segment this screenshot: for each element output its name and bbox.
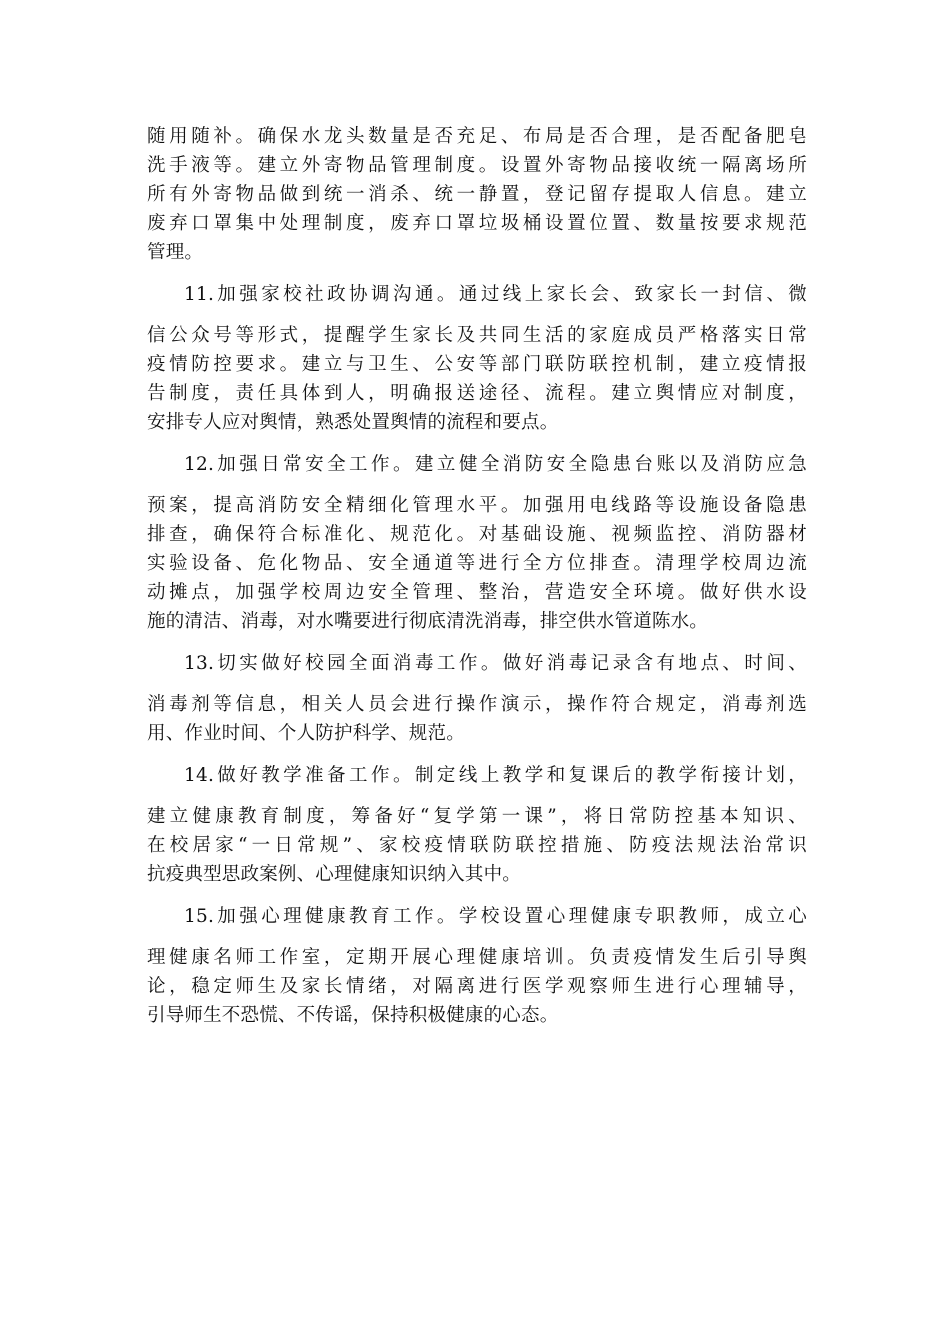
text-line: 动摊点，加强学校周边安全管理、整治，营造安全环境。做好供水设 xyxy=(147,582,807,603)
text-line: 抗疫典型思政案例、心理健康知识纳入其中。 xyxy=(147,864,522,885)
text-line: 管理。 xyxy=(147,242,204,263)
text-line: 安排专人应对舆情，熟悉处置舆情的流程和要点。 xyxy=(147,412,559,433)
paragraph-heading-line: 15.加强心理健康教育工作。学校设置心理健康专职教师，成立心 xyxy=(184,906,807,927)
text-line: 实验设备、危化物品、安全通道等进行全方位排查。清理学校周边流 xyxy=(147,553,807,574)
text-line: 预案，提高消防安全精细化管理水平。加强用电线路等设施设备隐患 xyxy=(147,495,807,516)
text-line: 随用随补。确保水龙头数量是否充足、布局是否合理，是否配备肥皂 xyxy=(147,126,807,147)
text-line: 告制度，责任具体到人，明确报送途径、流程。建立舆情应对制度， xyxy=(147,383,807,404)
paragraph-11 xyxy=(147,277,807,437)
paragraph-heading-line: 12.加强日常安全工作。建立健全消防安全隐患台账以及消防应急 xyxy=(184,454,807,475)
text-line: 引导师生不恐慌、不传谣，保持积极健康的心态。 xyxy=(147,1005,559,1026)
paragraph-heading-line: 14.做好教学准备工作。制定线上教学和复课后的教学衔接计划， xyxy=(184,765,807,786)
text-line: 排查，确保符合标准化、规范化。对基础设施、视频监控、消防器材 xyxy=(147,524,807,545)
text-line: 所有外寄物品做到统一消杀、统一静置，登记留存提取人信息。建立 xyxy=(147,184,807,205)
text-line: 消毒剂等信息，相关人员会进行操作演示，操作符合规定，消毒剂选 xyxy=(147,694,807,715)
text-line: 理健康名师工作室，定期开展心理健康培训。负责疫情发生后引导舆 xyxy=(147,947,807,968)
text-line: 疫情防控要求。建立与卫生、公安等部门联防联控机制，建立疫情报 xyxy=(147,354,807,375)
text-line: 建立健康教育制度，筹备好“复学第一课”，将日常防控基本知识、 xyxy=(147,806,807,827)
text-line: 用、作业时间、个人防护科学、规范。 xyxy=(147,723,465,744)
text-line: 在校居家“一日常规”、家校疫情联防联控措施、防疫法规法治常识 xyxy=(147,835,807,856)
paragraph-heading-line: 13.切实做好校园全面消毒工作。做好消毒记录含有地点、时间、 xyxy=(184,653,807,674)
text-line: 洗手液等。建立外寄物品管理制度。设置外寄物品接收统一隔离场所 xyxy=(147,155,807,176)
text-line: 论，稳定师生及家长情绪，对隔离进行医学观察师生进行心理辅导， xyxy=(147,976,807,997)
paragraph-15 xyxy=(147,899,807,1030)
paragraph-continuation xyxy=(147,122,807,267)
paragraph-heading-line: 11.加强家校社政协调沟通。通过线上家长会、致家长一封信、微 xyxy=(184,284,807,305)
paragraph-12 xyxy=(147,447,807,636)
paragraph-14 xyxy=(147,758,807,889)
text-line: 信公众号等形式，提醒学生家长及共同生活的家庭成员严格落实日常 xyxy=(147,325,807,346)
document-body xyxy=(147,122,807,1040)
text-line: 施的清洁、消毒，对水嘴要进行彻底清洗消毒，排空供水管道陈水。 xyxy=(147,611,709,632)
paragraph-13 xyxy=(147,646,807,748)
text-line: 废弃口罩集中处理制度，废弃口罩垃圾桶设置位置、数量按要求规范 xyxy=(147,213,807,234)
